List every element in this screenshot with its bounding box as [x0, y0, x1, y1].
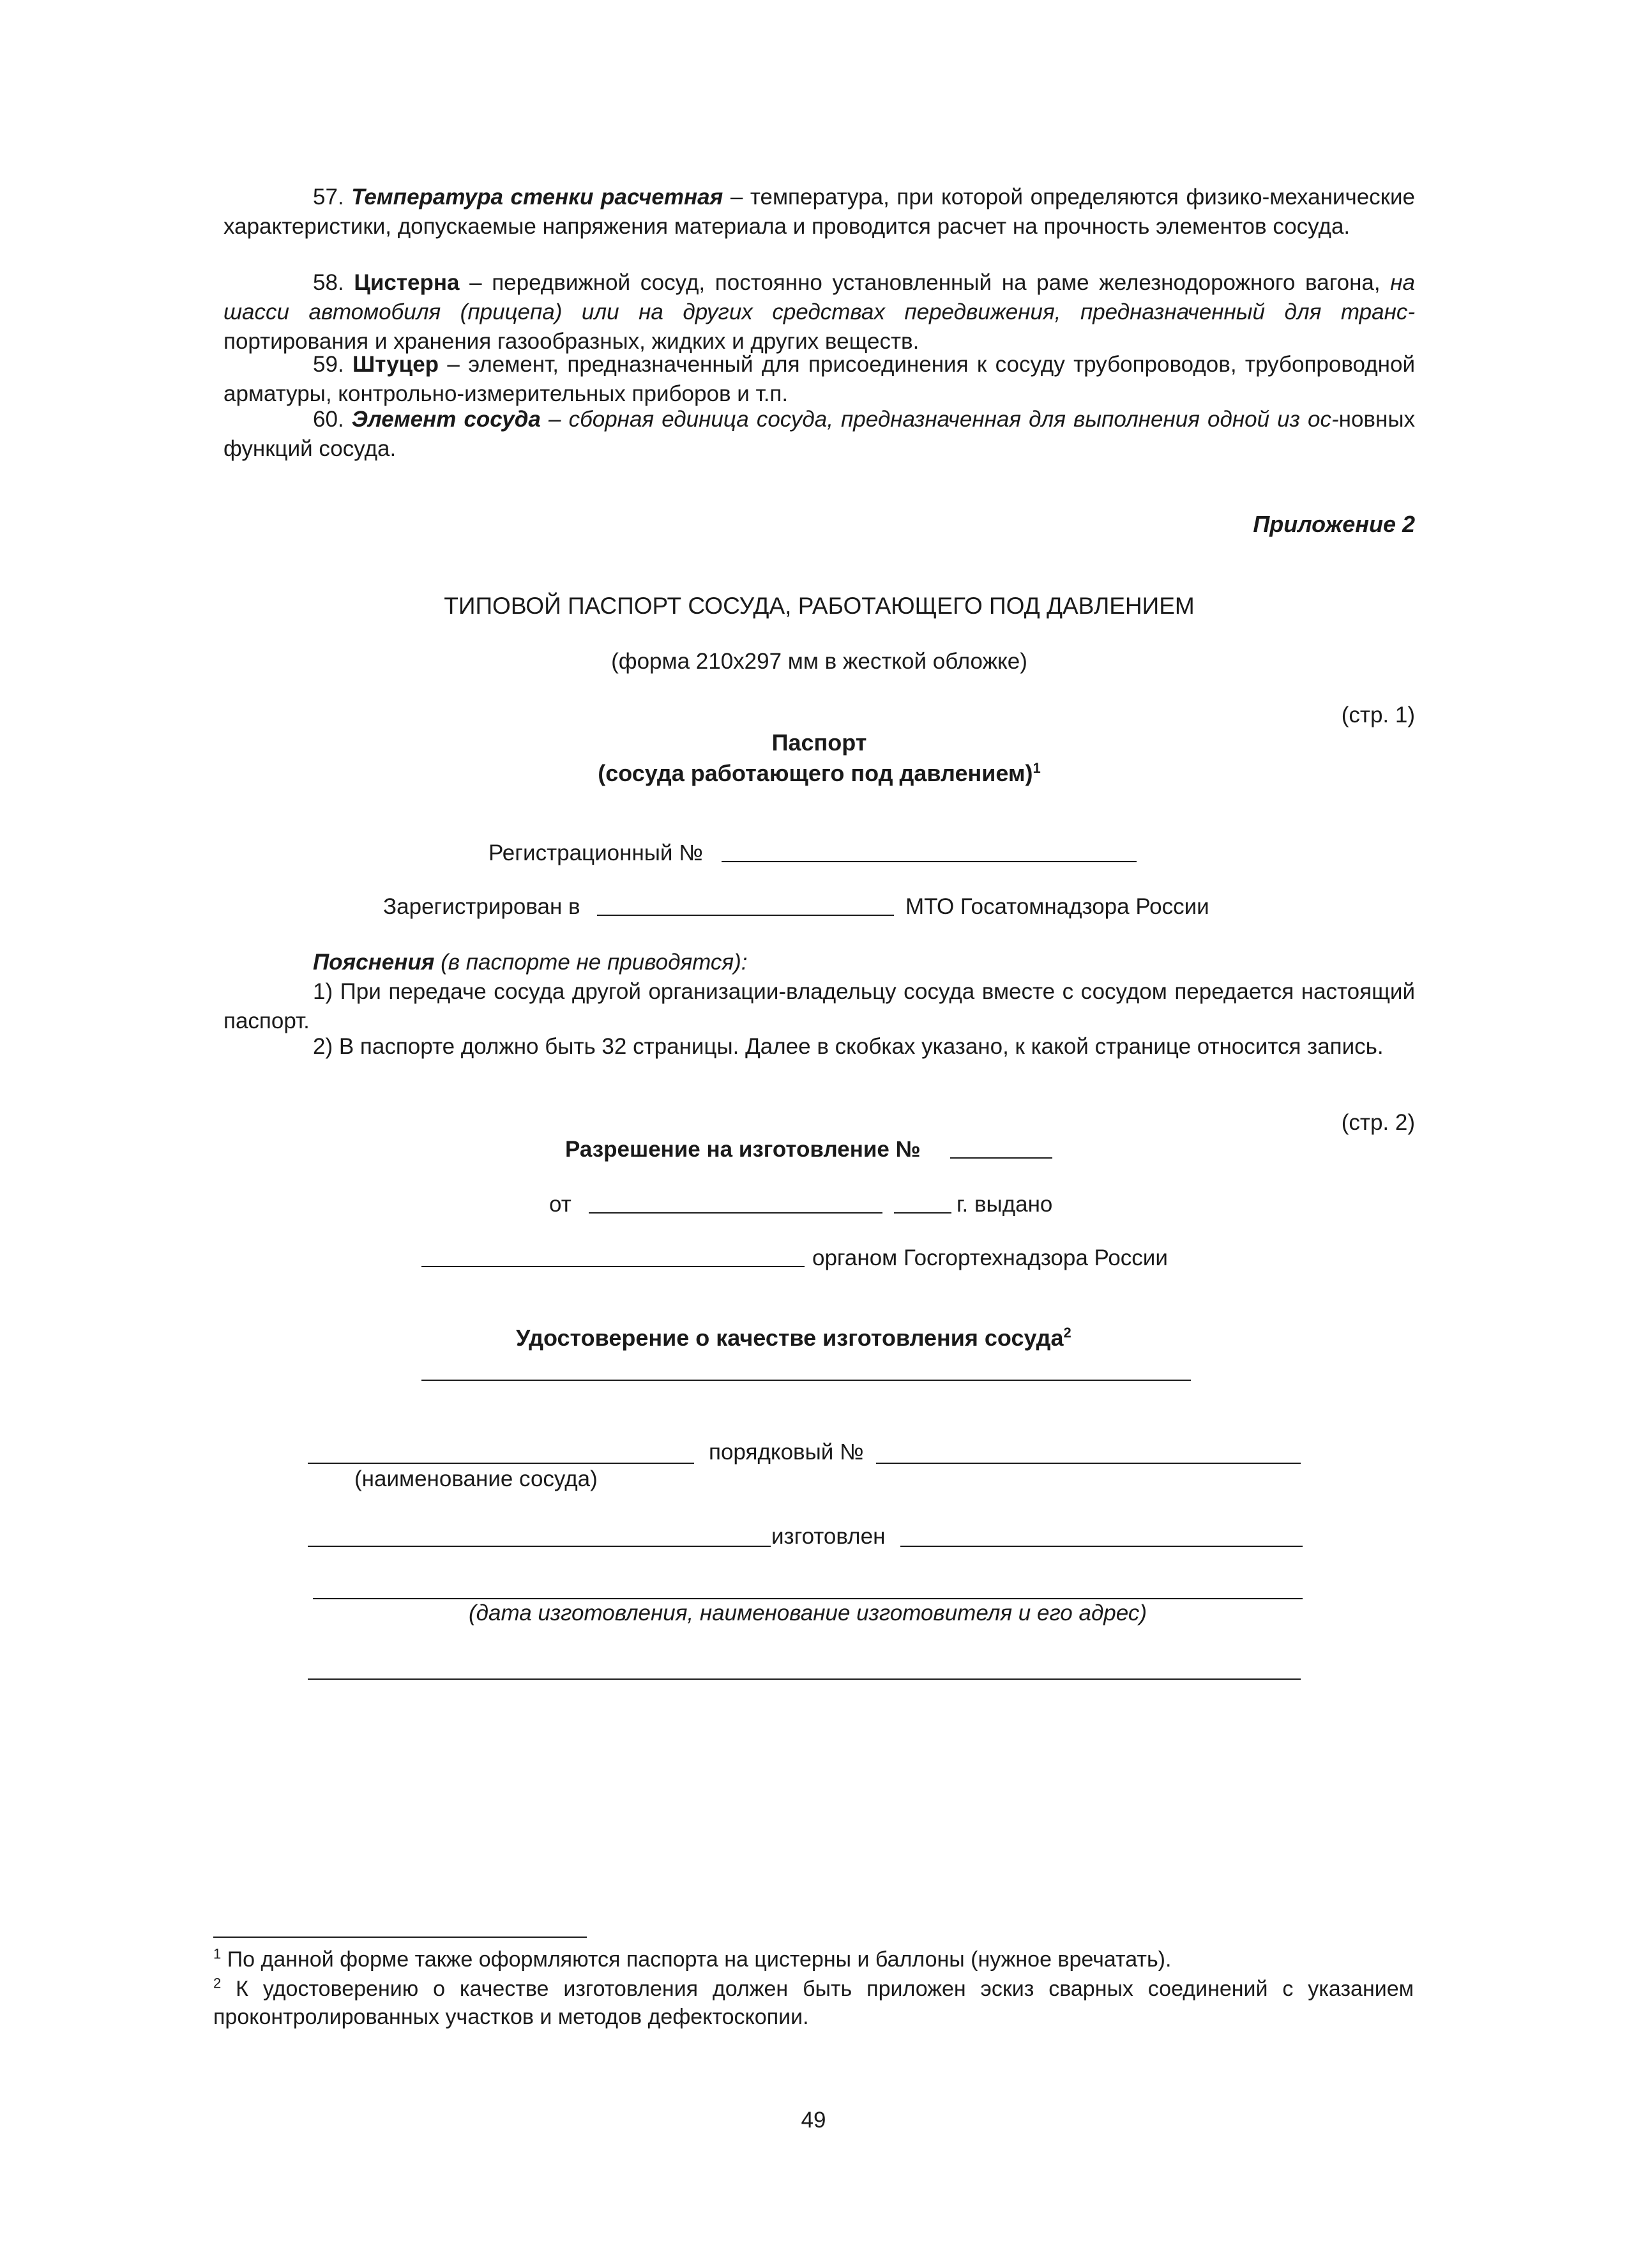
definition-term: Цистерна — [354, 270, 460, 295]
registered-label: Зарегистрирован в — [383, 894, 580, 919]
definition-term: Температура стенки расчетная — [351, 185, 723, 209]
note-2: 2) В паспорте должно быть 32 страницы. Далее в скобках указано, к какой странице относится запись. — [313, 1034, 1384, 1059]
definition-number: 59. — [313, 352, 344, 377]
manufacturer-caption: (дата изготовления, наименование изготовителя и его адрес) — [468, 1601, 1147, 1625]
manufacture-pre-field[interactable] — [308, 1546, 771, 1547]
note-1: 1) При передаче сосуда другой организации-владельцу сосуда вместе с сосудом передается настоящий паспорт. — [223, 979, 1415, 1033]
notes-label: Пояснения — [313, 950, 435, 975]
definition-term: Штуцер — [352, 352, 439, 377]
definition-58 — [223, 268, 1415, 356]
serial-number-label: порядковый № — [709, 1440, 864, 1465]
reg-number-label: Регистрационный № — [488, 841, 703, 865]
definition-number: 60. — [313, 407, 344, 432]
format-note: (форма 210х297 мм в жесткой обложке) — [611, 649, 1027, 674]
permit-from-label: от — [549, 1192, 571, 1217]
definition-57 — [223, 183, 1415, 241]
certificate-title — [516, 1325, 1071, 1351]
authority-suffix: органом Госгортехнадзора России — [812, 1245, 1168, 1270]
definition-text-italic: – сборная единица сосуда, предназначенная для выполнения одной из ос- — [540, 407, 1339, 432]
definition-number: 57. — [313, 185, 344, 209]
notes-heading — [223, 948, 1415, 977]
footnote-separator — [213, 1937, 587, 1938]
definition-text-cont: портирования и хранения газообразных, жидких и других веществ. — [223, 329, 919, 354]
footnote-mark: 1 — [213, 1945, 222, 1962]
footnote-mark: 2 — [213, 1975, 222, 1991]
page-ref-2: (стр. 2) — [1341, 1110, 1415, 1135]
passport-title: Паспорт — [771, 729, 867, 756]
registered-suffix: МТО Госатомнадзора России — [905, 894, 1209, 919]
reg-number-field[interactable] — [722, 861, 1137, 862]
manufactured-field[interactable] — [900, 1546, 1303, 1547]
definition-text-italic: на шасси автомобиля (прицепа) или на других средствах передвижения, предназначенный для транс- — [223, 270, 1415, 324]
footnote-2 — [213, 1975, 1414, 2031]
additional-field[interactable] — [308, 1678, 1301, 1680]
authority-field[interactable] — [421, 1266, 805, 1267]
passport-subtitle — [223, 760, 1415, 787]
vessel-name-field[interactable] — [308, 1463, 694, 1464]
permit-year-field[interactable] — [894, 1212, 951, 1214]
definition-59 — [223, 350, 1415, 409]
footnote-text: По данной форме также оформляются паспорта на цистерны и баллоны (нужное вречатать). — [227, 1947, 1172, 1972]
serial-number-field[interactable] — [876, 1463, 1301, 1464]
appendix-label: Приложение 2 — [1253, 511, 1415, 537]
page-ref-1: (стр. 1) — [1341, 703, 1415, 727]
permit-number-field[interactable] — [950, 1157, 1052, 1159]
manufactured-label: изготовлен — [771, 1524, 886, 1549]
vessel-name-caption: (наименование сосуда) — [354, 1466, 598, 1491]
passport-heading: ТИПОВОЙ ПАСПОРТ СОСУДА, РАБОТАЮЩЕГО ПОД ДАВЛЕНИЕМ — [444, 593, 1195, 619]
definition-text-cont: новных функций сосуда. — [223, 407, 1415, 461]
footnote-ref-1: 1 — [1033, 760, 1041, 776]
passport-subtitle-text: (сосуда работающего под давлением) — [598, 760, 1033, 786]
footnote-ref-2: 2 — [1063, 1325, 1071, 1341]
permit-year-label: г. выдано — [957, 1192, 1053, 1217]
definition-text: – передвижной сосуд, постоянно установленный на раме железнодорожного вагона, — [459, 270, 1391, 295]
definition-term: Элемент сосуда — [351, 407, 541, 432]
definition-number: 58. — [313, 270, 344, 295]
page-number: 49 — [801, 2108, 826, 2133]
certificate-underline — [421, 1380, 1191, 1381]
certificate-title-text: Удостоверение о качестве изготовления сосуда — [516, 1325, 1064, 1351]
definition-60 — [223, 405, 1415, 464]
permit-label: Разрешение на изготовление № — [565, 1137, 921, 1162]
registered-field[interactable] — [597, 915, 894, 916]
footnote-1 — [213, 1945, 1414, 1974]
manufacturer-field[interactable] — [313, 1598, 1303, 1599]
definition-text: – элемент, предназначенный для присоединения к сосуду трубопроводов, трубопроводной арматуры, контрольно-измерительных приборов и т.п. — [223, 352, 1415, 406]
notes-paren: (в паспорте не приводятся): — [434, 950, 748, 975]
definition-text: – температура, при которой определяются физико-механические характеристики, допускаемые напряжения материала и проводится расчет на прочность элементов сосуда. — [223, 185, 1415, 239]
permit-date-field[interactable] — [589, 1212, 882, 1214]
footnote-text: К удостоверению о качестве изготовления должен быть приложен эскиз сварных соединений с указанием проконтролированных участков и методов дефектоскопии. — [213, 1977, 1414, 2029]
